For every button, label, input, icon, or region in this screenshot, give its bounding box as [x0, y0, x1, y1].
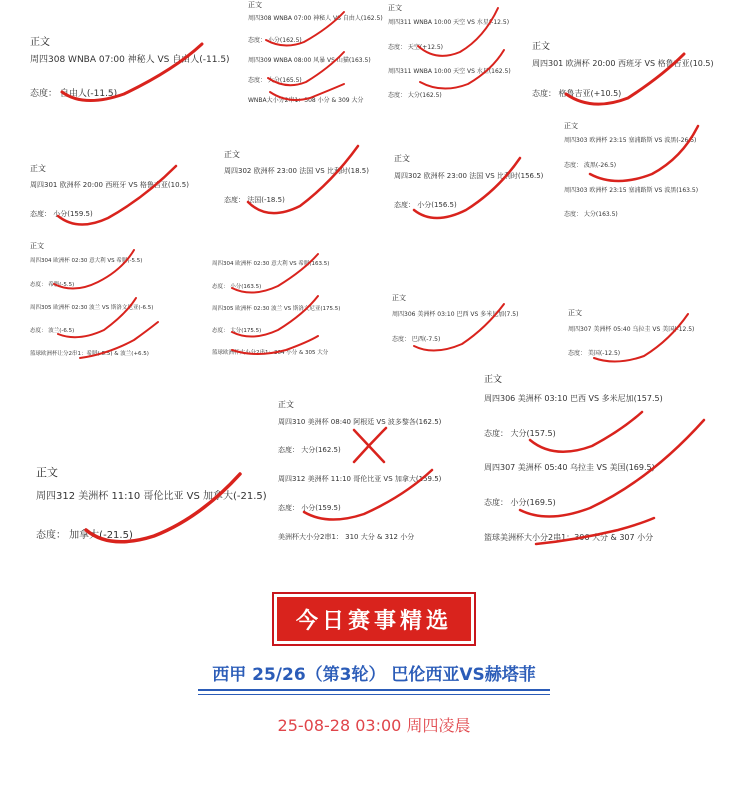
match-line: 周四303 欧洲杯 23:15 塞浦路斯 VS 波黑(-26.5): [564, 137, 697, 144]
red-check-mark: [528, 36, 748, 111]
card-title: 正文: [278, 400, 294, 409]
parlay-line: 美洲杯大小分2串1： 310 大分 & 312 小分: [278, 533, 415, 541]
divider: [198, 694, 550, 695]
bet-card-301-total: [26, 160, 216, 230]
match-line: 周四301 欧洲杯 20:00 西班牙 VS 格鲁吉亚(10.5): [532, 59, 714, 68]
match-line: 周四306 美洲杯 03:10 巴西 VS 多米尼加(7.5): [392, 311, 519, 318]
attitude-line: 态度： 巴西(-7.5): [392, 336, 441, 343]
bet-card-304-305-spread: [26, 240, 206, 360]
banner-label: 今日赛事精选: [277, 597, 471, 641]
match-line: 周四301 欧洲杯 20:00 西班牙 VS 格鲁吉亚(10.5): [30, 181, 189, 189]
match-line: 周四308 WNBA 07:00 神秘人 VS 自由人(162.5): [248, 15, 383, 22]
card-title: 正文: [224, 150, 240, 159]
attitude-line: 态度： 大分(157.5): [484, 429, 556, 438]
attitude-line: 态度： 天空(+12.5): [388, 44, 443, 51]
red-check-mark: [26, 160, 216, 230]
todays-picks-banner: [272, 592, 476, 646]
attitude-line: 态度： 希腊(-5.5): [30, 282, 75, 288]
match-line: 周四307 美洲杯 05:40 乌拉圭 VS 美国(169.5): [484, 463, 655, 472]
match-line: 周四311 WNBA 10:00 天空 VS 水星(162.5): [388, 68, 511, 75]
attitude-line: 态度： 小分(163.5): [212, 284, 262, 290]
attitude-line: 态度： 大分(175.5): [212, 328, 262, 334]
parlay-line: 篮球欧洲杯让分2串1：希腊(-5.5) & 波兰(+6.5): [30, 351, 149, 357]
attitude-line: 态度： 大分(163.5): [564, 211, 618, 218]
bet-card-307-americas: [564, 306, 746, 364]
featured-kickoff-time: 25-08-28 03:00 周四凌晨: [277, 716, 471, 735]
attitude-line: 态度： 美国(-12.5): [568, 350, 621, 357]
match-line: 周四305 欧洲杯 02:30 波兰 VS 斯洛文尼亚(-6.5): [30, 305, 154, 311]
attitude-line: 态度： 小分(169.5): [484, 498, 556, 507]
attitude-line: 态度： 波兰(-6.5): [30, 328, 75, 334]
red-check-mark: [390, 150, 560, 225]
bet-card-302-euro: [220, 146, 390, 226]
match-line: 周四304 欧洲杯 02:30 意大利 VS 希腊(163.5): [212, 261, 330, 267]
card-title: 正文: [30, 164, 46, 173]
card-title: 正文: [484, 375, 503, 385]
card-title: 正文: [392, 294, 406, 302]
bet-card-303-euro: [560, 118, 746, 223]
bet-card-310-312-total: [274, 396, 474, 546]
match-line: 周四304 欧洲杯 02:30 意大利 VS 希腊(-5.5): [30, 258, 143, 264]
bet-card-306-307-total: [480, 368, 746, 548]
attitude-line: 态度： 小分(156.5): [394, 201, 457, 209]
match-line: 周四310 美洲杯 08:40 阿根廷 VS 波多黎各(162.5): [278, 418, 442, 426]
featured-match-title: 西甲 25/26（第3轮） 巴伦西亚VS赫塔菲: [212, 665, 536, 685]
parlay-line: 篮球美洲杯大小分2串1：306 大分 & 307 小分: [484, 533, 654, 542]
match-line: 周四303 欧洲杯 23:15 塞浦路斯 VS 波黑(163.5): [564, 187, 699, 194]
match-line: 周四302 欧洲杯 23:00 法国 VS 比利时(18.5): [224, 167, 369, 175]
card-title: 正文: [30, 242, 44, 250]
card-title: 正文: [248, 1, 262, 9]
attitude-line: 态度： 法国(-18.5): [224, 196, 285, 204]
attitude-line: 态度： 大分(162.5): [278, 446, 341, 454]
bet-card-wnba-totals: [244, 0, 383, 110]
card-title: 正文: [30, 37, 50, 48]
attitude-line: 态度： 波黑(-26.5): [564, 162, 617, 169]
attitude-line: 态度： 大分(165.5): [248, 77, 302, 84]
attitude-line: 态度： 格鲁吉亚(+10.5): [532, 89, 622, 98]
bet-card-302-total: [390, 150, 560, 225]
red-check-mark: [220, 146, 390, 226]
attitude-line: 态度： 小分(159.5): [278, 504, 341, 512]
bet-card-312-americas: [30, 458, 270, 548]
card-title: 正文: [36, 466, 58, 479]
match-line: 周四307 美洲杯 05:40 乌拉圭 VS 美国(-12.5): [568, 326, 695, 333]
red-check-mark: [560, 118, 746, 223]
card-title: 正文: [394, 154, 410, 163]
attitude-line: 态度： 自由人(-11.5): [30, 89, 118, 99]
match-line: 周四312 美洲杯 11:10 哥伦比亚 VS 加拿大(-21.5): [36, 491, 267, 502]
match-line: 周四305 欧洲杯 02:30 波兰 VS 斯洛文尼亚(175.5): [212, 306, 341, 312]
card-title: 正文: [568, 309, 582, 317]
attitude-line: 态度： 小分(162.5): [248, 37, 302, 44]
match-line: 周四311 WNBA 10:00 天空 VS 水星(-12.5): [388, 19, 510, 26]
bet-card-311-wnba: [384, 0, 524, 105]
bet-card-301-euro: [528, 36, 748, 111]
divider: [198, 689, 550, 691]
match-line: 周四312 美洲杯 11:10 哥伦比亚 VS 加拿大(159.5): [278, 475, 442, 483]
bet-card-306-americas: [388, 290, 558, 350]
match-line: 周四306 美洲杯 03:10 巴西 VS 多米尼加(157.5): [484, 394, 663, 403]
match-line: 周四308 WNBA 07:00 神秘人 VS 自由人(-11.5): [30, 55, 230, 65]
card-title: 正文: [532, 42, 551, 52]
match-line: 周四309 WNBA 08:00 风暴 VS 山猫(163.5): [248, 57, 371, 64]
parlay-line: WNBA大小分2串1：308 小分 & 309 大分: [248, 97, 364, 104]
attitude-line: 态度： 小分(159.5): [30, 210, 93, 218]
attitude-line: 态度： 大分(162.5): [388, 92, 442, 99]
attitude-line: 态度： 加拿大(-21.5): [36, 530, 133, 541]
card-title: 正文: [388, 4, 402, 12]
match-line: 周四302 欧洲杯 23:00 法国 VS 比利时(156.5): [394, 172, 544, 180]
bet-card-304-305-total: [208, 246, 368, 360]
bet-card-308-wnba: [24, 30, 244, 110]
card-title: 正文: [564, 122, 578, 130]
parlay-line: 篮球欧洲杯大小分2串1：304 小分 & 305 大分: [212, 350, 329, 356]
